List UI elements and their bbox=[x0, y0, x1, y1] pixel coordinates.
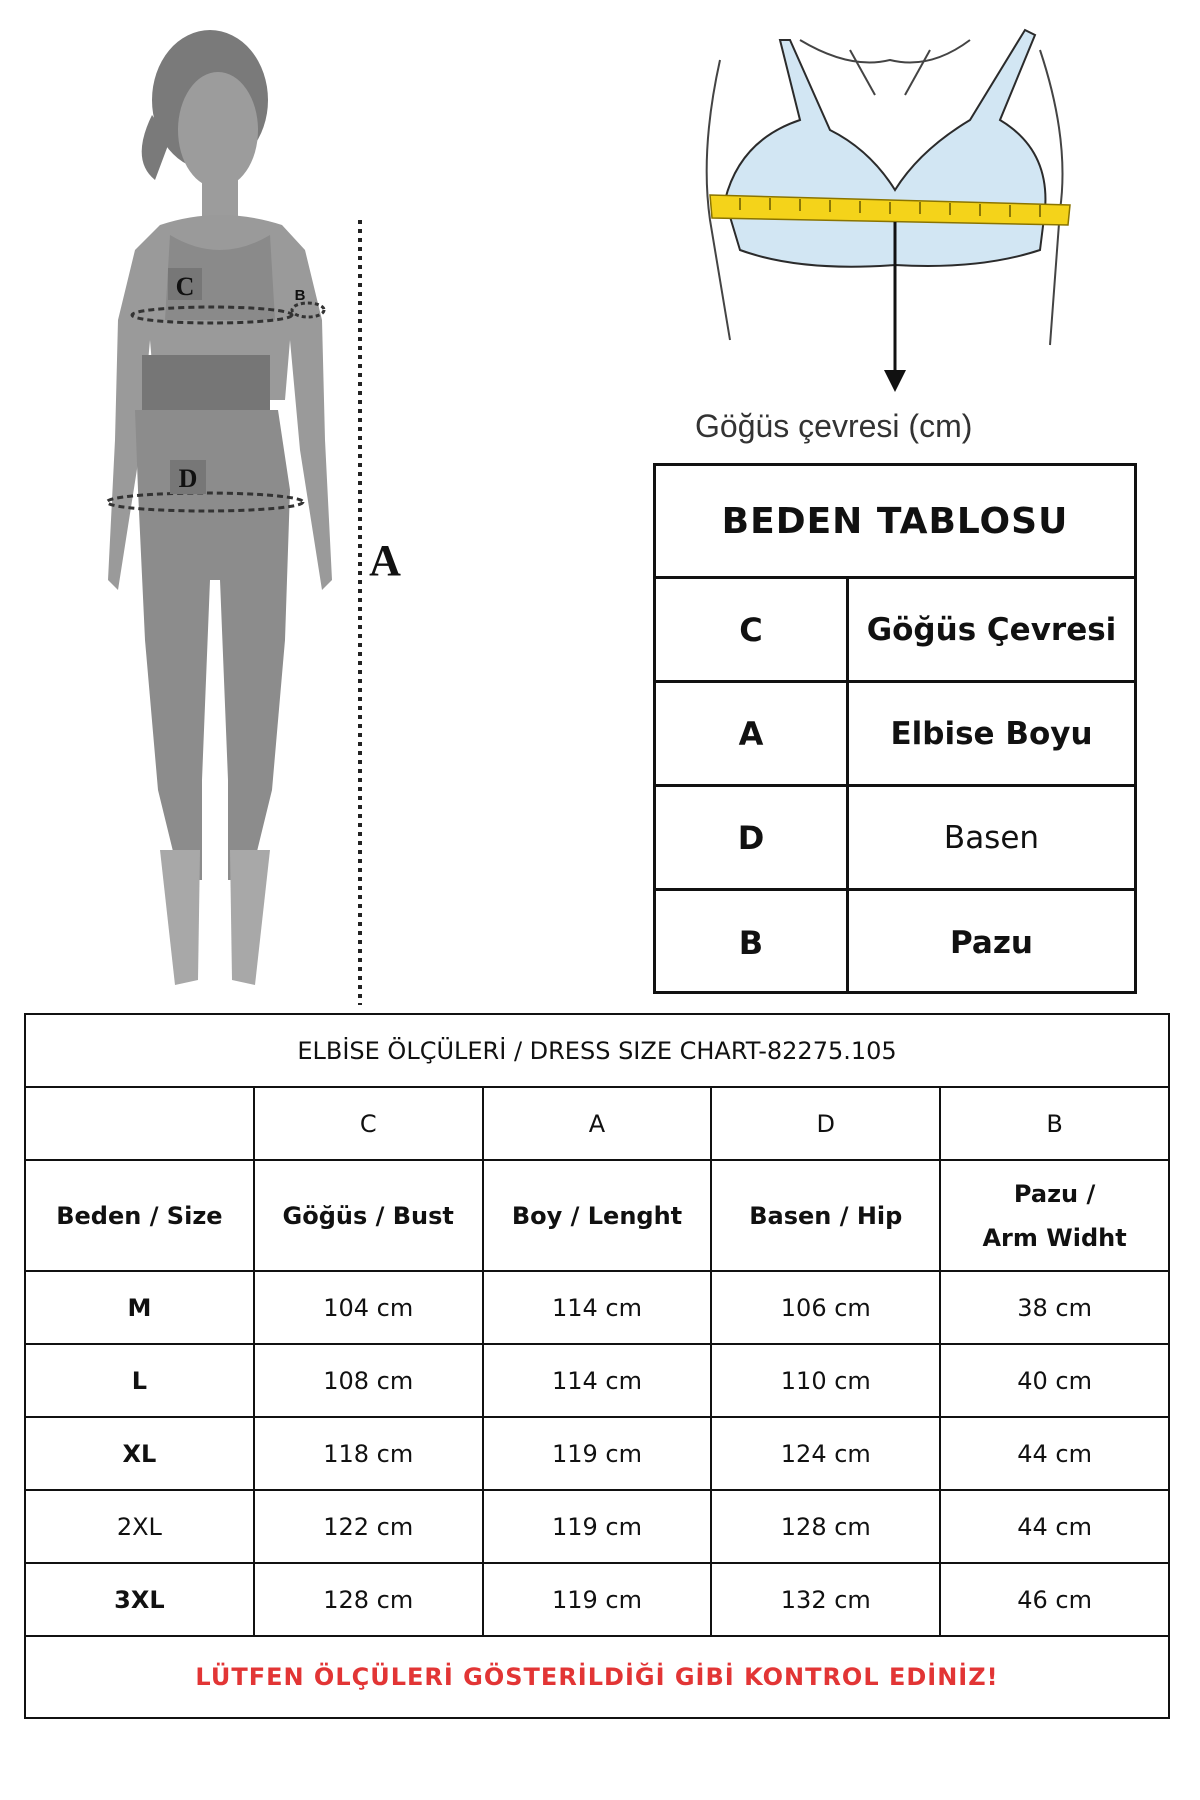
size-cell: 3XL bbox=[25, 1563, 254, 1636]
legend-value: Göğüs Çevresi bbox=[866, 611, 1117, 648]
length-cell: 114 cm bbox=[483, 1344, 712, 1417]
length-cell: 119 cm bbox=[483, 1563, 712, 1636]
table-row bbox=[25, 1490, 1169, 1563]
hip-cell: 128 cm bbox=[711, 1490, 940, 1563]
header-size: Beden / Size bbox=[25, 1160, 254, 1271]
hip-cell: 106 cm bbox=[711, 1271, 940, 1344]
legend-row bbox=[656, 787, 1134, 891]
legend-value: Pazu bbox=[950, 924, 1033, 961]
header-arm-line1: Pazu / bbox=[1013, 1179, 1096, 1208]
hip-cell: 110 cm bbox=[711, 1344, 940, 1417]
bust-measurement-figure bbox=[680, 0, 1100, 400]
legend-value: Elbise Boyu bbox=[890, 715, 1093, 752]
hip-cell: 124 cm bbox=[711, 1417, 940, 1490]
bust-cell: 104 cm bbox=[254, 1271, 483, 1344]
size-chart-title: ELBİSE ÖLÇÜLERİ / DRESS SIZE CHART-82275.105 bbox=[25, 1014, 1169, 1087]
length-cell: 114 cm bbox=[483, 1271, 712, 1344]
arm-cell: 38 cm bbox=[940, 1271, 1169, 1344]
legend-key: D bbox=[656, 787, 849, 888]
legend-key: C bbox=[656, 579, 849, 680]
arm-cell: 40 cm bbox=[940, 1344, 1169, 1417]
header-arm-line2: Arm Widht bbox=[982, 1223, 1127, 1252]
header-arm bbox=[940, 1160, 1169, 1271]
header-length: Boy / Lenght bbox=[483, 1160, 712, 1271]
arm-cell: 44 cm bbox=[940, 1490, 1169, 1563]
letter-cell: B bbox=[940, 1087, 1169, 1160]
arm-cell: 44 cm bbox=[940, 1417, 1169, 1490]
label-a: A bbox=[369, 536, 401, 585]
size-cell: M bbox=[25, 1271, 254, 1344]
size-chart-table bbox=[24, 1013, 1170, 1719]
table-row bbox=[25, 1417, 1169, 1490]
legend-row bbox=[656, 891, 1134, 994]
legend-row bbox=[656, 579, 1134, 683]
table-row bbox=[25, 1344, 1169, 1417]
legend-key: B bbox=[656, 891, 849, 994]
table-row bbox=[25, 1563, 1169, 1636]
size-cell: 2XL bbox=[25, 1490, 254, 1563]
bust-cell: 108 cm bbox=[254, 1344, 483, 1417]
table-row bbox=[25, 1271, 1169, 1344]
bust-caption: Göğüs çevresi (cm) bbox=[695, 408, 973, 444]
letter-cell bbox=[25, 1087, 254, 1160]
hip-cell: 132 cm bbox=[711, 1563, 940, 1636]
letter-cell: C bbox=[254, 1087, 483, 1160]
letter-cell: D bbox=[711, 1087, 940, 1160]
legend-table bbox=[653, 463, 1137, 994]
legend-title: BEDEN TABLOSU bbox=[656, 466, 1134, 579]
legend-key: A bbox=[656, 683, 849, 784]
body-measurement-figure bbox=[60, 20, 440, 1010]
header-hip: Basen / Hip bbox=[711, 1160, 940, 1271]
length-cell: 119 cm bbox=[483, 1417, 712, 1490]
length-cell: 119 cm bbox=[483, 1490, 712, 1563]
check-measurements-notice: LÜTFEN ÖLÇÜLERİ GÖSTERİLDİĞİ GİBİ KONTROL EDİNİZ! bbox=[25, 1636, 1169, 1718]
letter-cell: A bbox=[483, 1087, 712, 1160]
bust-cell: 128 cm bbox=[254, 1563, 483, 1636]
legend-value: Basen bbox=[943, 819, 1040, 856]
arm-cell: 46 cm bbox=[940, 1563, 1169, 1636]
legend-row bbox=[656, 683, 1134, 787]
label-d: D bbox=[178, 464, 198, 493]
size-cell: L bbox=[25, 1344, 254, 1417]
bust-cell: 118 cm bbox=[254, 1417, 483, 1490]
label-b: B bbox=[294, 287, 306, 304]
label-c: C bbox=[175, 272, 195, 301]
bust-cell: 122 cm bbox=[254, 1490, 483, 1563]
size-cell: XL bbox=[25, 1417, 254, 1490]
header-bust: Göğüs / Bust bbox=[254, 1160, 483, 1271]
